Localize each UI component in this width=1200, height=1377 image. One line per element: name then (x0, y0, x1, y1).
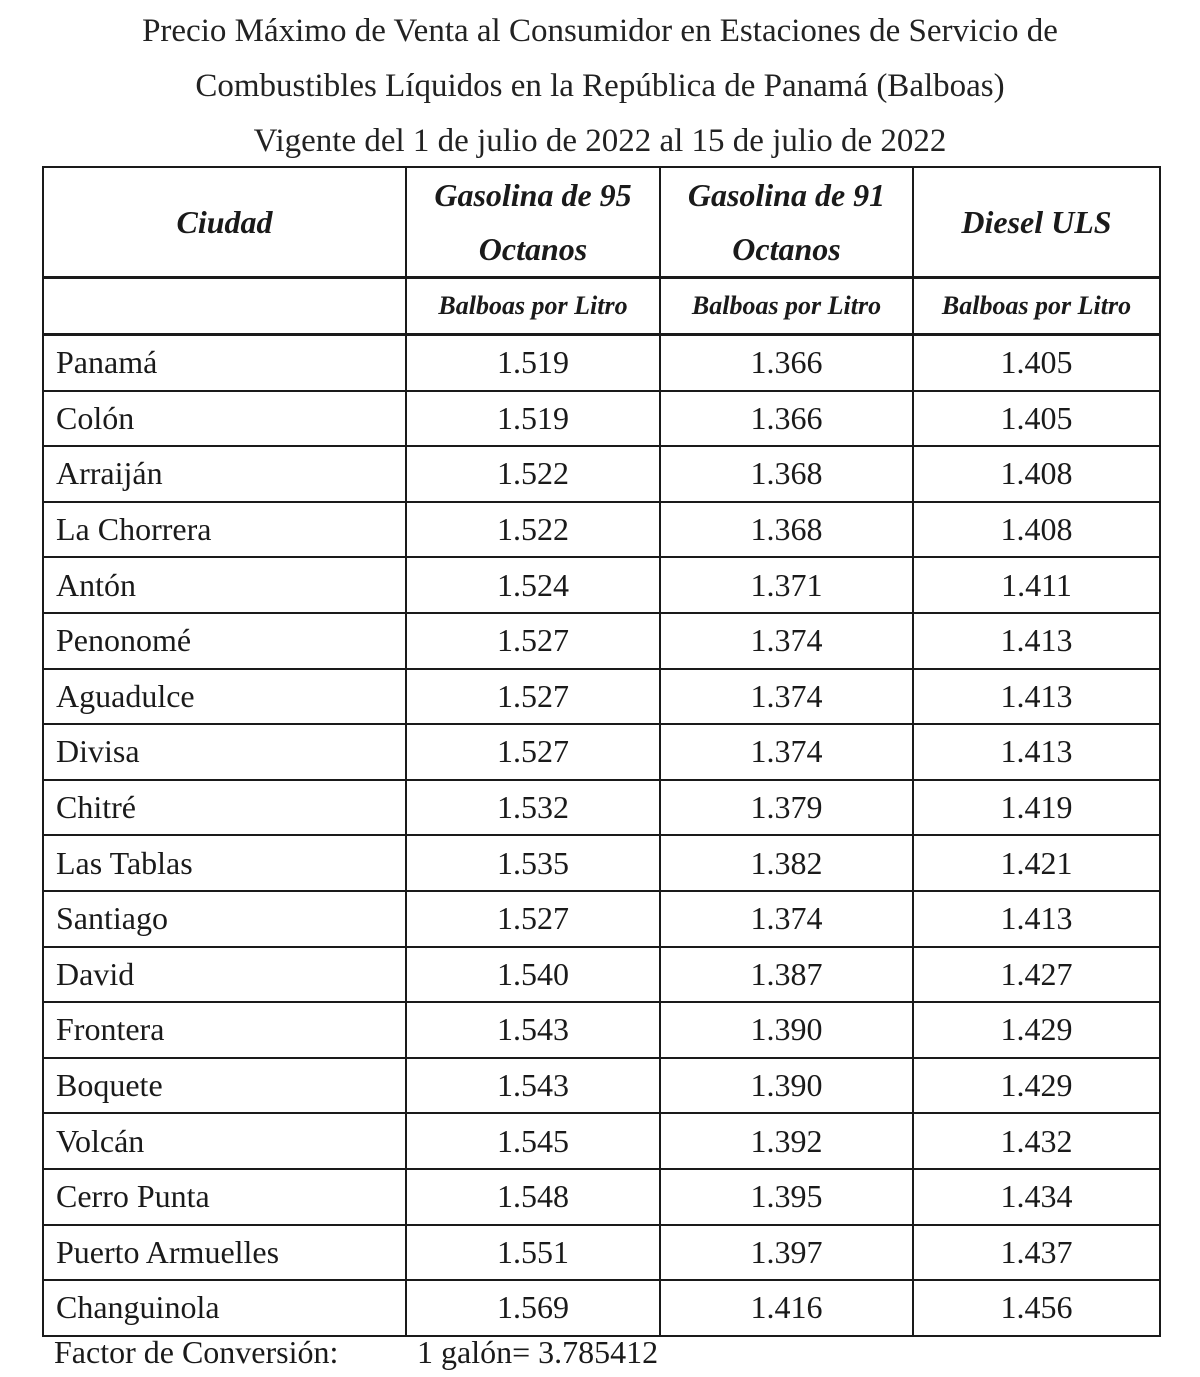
diesel-price-cell: 1.429 (913, 1002, 1160, 1058)
city-cell: Penonomé (43, 613, 406, 669)
gasoline-91-price-cell: 1.395 (660, 1169, 913, 1225)
header-gasoline-91-line1: Gasolina de 91 (687, 177, 886, 213)
table-row (43, 1280, 1160, 1336)
city-cell: Panamá (43, 335, 406, 391)
gasoline-95-price-cell: 1.543 (406, 1002, 660, 1058)
gasoline-91-price-cell: 1.366 (660, 391, 913, 447)
unit-gasoline-95: Balboas por Litro (406, 278, 660, 335)
table-row (43, 1058, 1160, 1114)
header-gasoline-95-line2: Octanos (478, 231, 588, 267)
diesel-price-cell: 1.413 (913, 613, 1160, 669)
header-gasoline-95 (406, 167, 660, 278)
table-row (43, 1225, 1160, 1281)
table-row (43, 724, 1160, 780)
city-cell: Chitré (43, 780, 406, 836)
city-cell: Aguadulce (43, 669, 406, 725)
diesel-price-cell: 1.408 (913, 446, 1160, 502)
table-row (43, 1113, 1160, 1169)
table-row (43, 1169, 1160, 1225)
gasoline-95-price-cell: 1.540 (406, 947, 660, 1003)
table-row (43, 1002, 1160, 1058)
gasoline-95-price-cell: 1.524 (406, 557, 660, 613)
gasoline-91-price-cell: 1.379 (660, 780, 913, 836)
header-diesel: Diesel ULS (913, 167, 1160, 278)
gasoline-91-price-cell: 1.368 (660, 502, 913, 558)
gasoline-91-price-cell: 1.392 (660, 1113, 913, 1169)
document-title (0, 4, 1200, 169)
city-cell: Divisa (43, 724, 406, 780)
diesel-price-cell: 1.429 (913, 1058, 1160, 1114)
unit-diesel: Balboas por Litro (913, 278, 1160, 335)
gasoline-95-price-cell: 1.527 (406, 669, 660, 725)
table-body (43, 335, 1160, 1336)
gasoline-91-price-cell: 1.390 (660, 1058, 913, 1114)
gasoline-95-price-cell: 1.535 (406, 835, 660, 891)
gasoline-95-price-cell: 1.527 (406, 891, 660, 947)
gasoline-91-price-cell: 1.382 (660, 835, 913, 891)
gasoline-95-price-cell: 1.522 (406, 446, 660, 502)
gasoline-95-price-cell: 1.543 (406, 1058, 660, 1114)
table-row (43, 502, 1160, 558)
table-row (43, 780, 1160, 836)
gasoline-95-price-cell: 1.527 (406, 613, 660, 669)
city-cell: Colón (43, 391, 406, 447)
city-cell: Frontera (43, 1002, 406, 1058)
gasoline-95-price-cell: 1.545 (406, 1113, 660, 1169)
table-row (43, 891, 1160, 947)
table-row (43, 613, 1160, 669)
title-line-1: Precio Máximo de Venta al Consumidor en Estaciones de Servicio de (142, 13, 1058, 49)
fuel-price-table (42, 166, 1161, 1337)
conversion-factor-label: Factor de Conversión: (54, 1334, 339, 1370)
table-row (43, 669, 1160, 725)
city-cell: Puerto Armuelles (43, 1225, 406, 1281)
city-cell: Volcán (43, 1113, 406, 1169)
table-row (43, 835, 1160, 891)
gasoline-91-price-cell: 1.374 (660, 724, 913, 780)
city-cell: Boquete (43, 1058, 406, 1114)
diesel-price-cell: 1.405 (913, 335, 1160, 391)
city-cell: Cerro Punta (43, 1169, 406, 1225)
unit-gasoline-91: Balboas por Litro (660, 278, 913, 335)
city-cell: David (43, 947, 406, 1003)
gasoline-95-price-cell: 1.532 (406, 780, 660, 836)
table-row (43, 446, 1160, 502)
city-cell: Arraiján (43, 446, 406, 502)
gasoline-95-price-cell: 1.519 (406, 335, 660, 391)
diesel-price-cell: 1.421 (913, 835, 1160, 891)
gasoline-91-price-cell: 1.366 (660, 335, 913, 391)
diesel-price-cell: 1.427 (913, 947, 1160, 1003)
header-gasoline-95-line1: Gasolina de 95 (434, 177, 632, 213)
title-line-2: Combustibles Líquidos en la República de Panamá (Balboas) (195, 68, 1005, 104)
city-cell: Changuinola (43, 1280, 406, 1336)
gasoline-91-price-cell: 1.374 (660, 669, 913, 725)
diesel-price-cell: 1.413 (913, 669, 1160, 725)
header-city: Ciudad (43, 167, 406, 278)
gasoline-95-price-cell: 1.548 (406, 1169, 660, 1225)
title-validity-line: Vigente del 1 de julio de 2022 al 15 de julio de 2022 (253, 123, 947, 159)
diesel-price-cell: 1.413 (913, 724, 1160, 780)
header-gasoline-91-line2: Octanos (732, 231, 841, 267)
diesel-price-cell: 1.437 (913, 1225, 1160, 1281)
conversion-factor-value: 1 galón= 3.785412 (417, 1334, 659, 1370)
diesel-price-cell: 1.434 (913, 1169, 1160, 1225)
table-row (43, 947, 1160, 1003)
city-cell: Las Tablas (43, 835, 406, 891)
gasoline-91-price-cell: 1.416 (660, 1280, 913, 1336)
gasoline-91-price-cell: 1.371 (660, 557, 913, 613)
table-row (43, 335, 1160, 391)
table-row (43, 391, 1160, 447)
gasoline-91-price-cell: 1.374 (660, 613, 913, 669)
table-units-row (43, 278, 1160, 335)
gasoline-91-price-cell: 1.368 (660, 446, 913, 502)
city-cell: Santiago (43, 891, 406, 947)
gasoline-95-price-cell: 1.519 (406, 391, 660, 447)
unit-city (43, 278, 406, 335)
diesel-price-cell: 1.432 (913, 1113, 1160, 1169)
gasoline-95-price-cell: 1.569 (406, 1280, 660, 1336)
city-cell: Antón (43, 557, 406, 613)
diesel-price-cell: 1.408 (913, 502, 1160, 558)
header-gasoline-91 (660, 167, 913, 278)
gasoline-91-price-cell: 1.374 (660, 891, 913, 947)
table-row (43, 557, 1160, 613)
table-header-row (43, 167, 1160, 278)
city-cell: La Chorrera (43, 502, 406, 558)
diesel-price-cell: 1.413 (913, 891, 1160, 947)
gasoline-95-price-cell: 1.522 (406, 502, 660, 558)
diesel-price-cell: 1.405 (913, 391, 1160, 447)
gasoline-95-price-cell: 1.527 (406, 724, 660, 780)
diesel-price-cell: 1.411 (913, 557, 1160, 613)
gasoline-95-price-cell: 1.551 (406, 1225, 660, 1281)
diesel-price-cell: 1.419 (913, 780, 1160, 836)
conversion-factor (54, 1330, 658, 1374)
gasoline-91-price-cell: 1.397 (660, 1225, 913, 1281)
gasoline-91-price-cell: 1.390 (660, 1002, 913, 1058)
gasoline-91-price-cell: 1.387 (660, 947, 913, 1003)
diesel-price-cell: 1.456 (913, 1280, 1160, 1336)
